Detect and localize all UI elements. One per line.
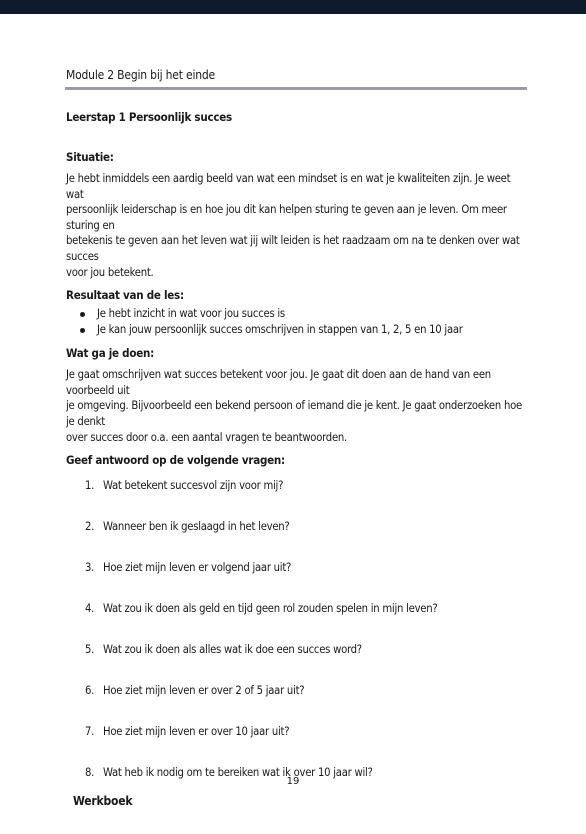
bullet-icon	[80, 328, 85, 333]
question-text: Wat zou ik doen als geld en tijd geen rol zouden spelen in mijn leven?	[103, 602, 438, 616]
question-text: Hoe ziet mijn leven er over 10 jaar uit?	[103, 725, 290, 739]
situation-line: persoonlijk leiderschap is en hoe jou dit kan helpen sturing te geven aan je leven. Om meer sturing en	[66, 203, 507, 232]
question-item	[66, 642, 528, 683]
question-item	[66, 560, 528, 601]
module-title: Module 2 Begin bij het einde	[66, 68, 215, 82]
todo-text	[66, 367, 528, 445]
question-number: 5.	[85, 643, 95, 657]
situation-line: Je hebt inmiddels een aardig beeld van wat een mindset is en wat je kwaliteiten zijn. Je weet wat	[66, 172, 511, 201]
situation-text	[66, 171, 528, 280]
question-item	[66, 724, 528, 765]
result-item-text: Je hebt inzicht in wat voor jou succes is	[97, 307, 285, 321]
question-item	[66, 683, 528, 724]
questions-list	[66, 478, 528, 806]
result-list	[66, 306, 528, 338]
question-number: 8.	[85, 766, 95, 780]
question-item	[66, 478, 528, 519]
question-number: 2.	[85, 520, 95, 534]
question-number: 3.	[85, 561, 95, 575]
question-number: 7.	[85, 725, 95, 739]
result-item-text: Je kan jouw persoonlijk succes omschrijven in stappen van 1, 2, 5 en 10 jaar	[97, 323, 463, 337]
question-text: Wat betekent succesvol zijn voor mij?	[103, 479, 284, 493]
situation-line: voor jou betekent.	[66, 265, 154, 279]
todo-heading: Wat ga je doen:	[66, 346, 154, 361]
bullet-icon	[80, 312, 85, 317]
question-number: 1.	[85, 479, 95, 493]
page-number: 19	[286, 776, 300, 787]
todo-line: je omgeving. Bijvoorbeeld een bekend persoon of iemand die je kent. Je gaat onderzoeken hoe je denkt	[66, 399, 522, 428]
header-divider	[65, 87, 527, 90]
situation-heading: Situatie:	[66, 150, 114, 164]
question-text: Wat zou ik doen als alles wat ik doe een succes word?	[103, 643, 362, 657]
question-text: Wanneer ben ik geslaagd in het leven?	[103, 520, 290, 534]
question-item	[66, 601, 528, 642]
question-text: Hoe ziet mijn leven er over 2 of 5 jaar uit?	[103, 684, 305, 698]
question-number: 6.	[85, 684, 95, 698]
footer-label: Werkboek	[73, 794, 133, 808]
todo-line: over succes door o.a. een aantal vragen te beantwoorden.	[66, 430, 347, 444]
top-bar	[0, 0, 586, 14]
question-text: Hoe ziet mijn leven er volgend jaar uit?	[103, 561, 292, 575]
question-text: Wat heb ik nodig om te bereiken wat ik over 10 jaar wil?	[103, 766, 373, 780]
lesson-title: Leerstap 1 Persoonlijk succes	[66, 110, 232, 124]
list-item	[66, 322, 528, 338]
question-number: 4.	[85, 602, 95, 616]
question-item	[66, 519, 528, 560]
situation-line: betekenis te geven aan het leven wat jij wilt leiden is het raadzaam om na te denken over wat succes	[66, 234, 520, 263]
todo-line: Je gaat omschrijven wat succes betekent voor jou. Je gaat dit doen aan de hand van een voorbeeld uit	[66, 368, 491, 397]
questions-heading: Geef antwoord op de volgende vragen:	[66, 453, 285, 468]
page-content	[66, 108, 528, 806]
list-item	[66, 306, 528, 322]
result-heading: Resultaat van de les:	[66, 288, 184, 303]
